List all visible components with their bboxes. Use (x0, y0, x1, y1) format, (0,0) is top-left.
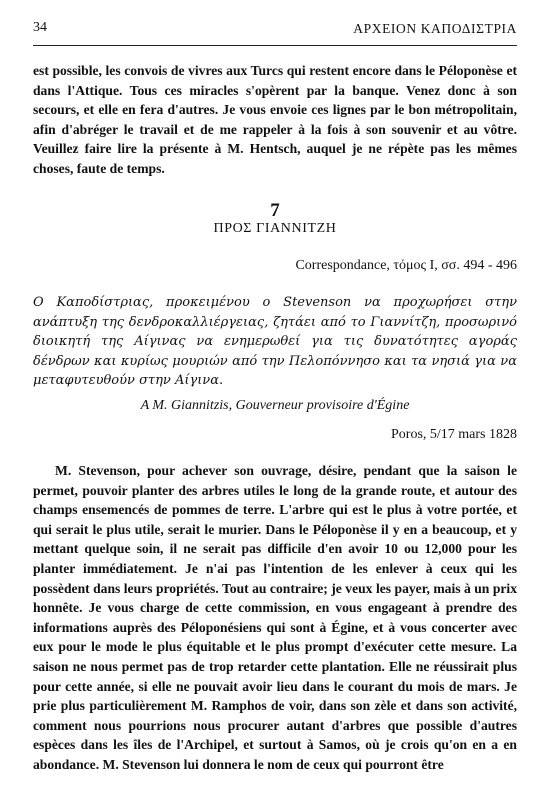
document-number: 7 (270, 200, 280, 221)
intro-paragraph: est possible, les convois de vivres aux Turcs qui restent encore dans le Péloponèse et dans l'Attique. Tous ces miracles s'opèrent par la banque. Venez donc à son secours, et elle en fera d'autres. Je vous envoie ces lignes par le bon métropolitain, afin d'abréger le travail et de me rappeler à la fois à son souvenir et au vôtre. Veuillez faire lire la présente à M. Hentsch, auquel je ne répète pas les mêmes choses, faute de temps. (33, 63, 517, 176)
greek-summary: Ο Καποδίστριας, προκειμένου ο Stevenson να προχωρήσει στην ανάπτυξη της δενδροκαλλιέργειας, ζητάει από το Γιαννίτζη, προσωρινό διοικητή της Αίγινας να ενημερωθεί για τις δυνατότητες αγοράς δένδρων και κυρίως μουριών από την Πελοπόννησο και τα νησιά για να μεταφυτευθούν στην Αίγινα. (33, 295, 517, 388)
document-title: ΠΡΟΣ ΓΙΑΝΝΙΤΖΗ (213, 221, 337, 236)
source-reference: Correspondance, τόμος I, σσ. 494 - 496 (295, 258, 517, 273)
addressee: A M. Giannitzis, Gouverneur provisoire d'Égine (140, 398, 410, 413)
header-rule (33, 45, 517, 46)
letter-body: M. Stevenson, pour achever son ouvrage, désire, pendant que la saison le permet, pouvoir planter des arbres utiles le long de la grande route, et autour des champs ensemencés de pommes de terre. L'arbre qui est le plus à votre portée, et qui serait le plus utile, serait le murier. Dans le Péloponèse il y en a beaucoup, et y mettant quelque soin, il ne serait pas difficile d'en avoir 10 ou 12,000 pour les planter immédiatement. Je n'ai pas l'intention de les enlever à ceux qui les possèdent dans leurs propriétés. Tout au contraire; je veux les payer, mais à un prix honnête. Je vous charge de cette commission, en vous engageant à prendre des informations auprès des Péloponésiens qui sont à Égine, et à vous concerter avec eux pour le mode le plus équitable et le plus prompt d'exécuter cette mesure. La saison ne nous permet pas de trop retarder cette plantation. Elle ne réussirait plus pour cette année, si elle ne pouvait avoir lieu dans le courant du mois de mars. Je prie plus particulièrement M. Ramphos de voir, dans son zèle et dans son activité, comment nous pourrions nous procurer autant d'arbres que possible d'autres espèces dans les îles de l'Archipel, et surtout à Samos, où je crois qu'on en a en abondance. M. Stevenson lui donnera le nom de ceux qui pourront être (33, 463, 517, 772)
running-title: ΑΡΧΕΙΟΝ ΚΑΠΟΔΙΣΤΡΙΑ (353, 21, 517, 36)
dateline: Poros, 5/17 mars 1828 (391, 427, 517, 442)
page-number: 34 (33, 20, 47, 35)
